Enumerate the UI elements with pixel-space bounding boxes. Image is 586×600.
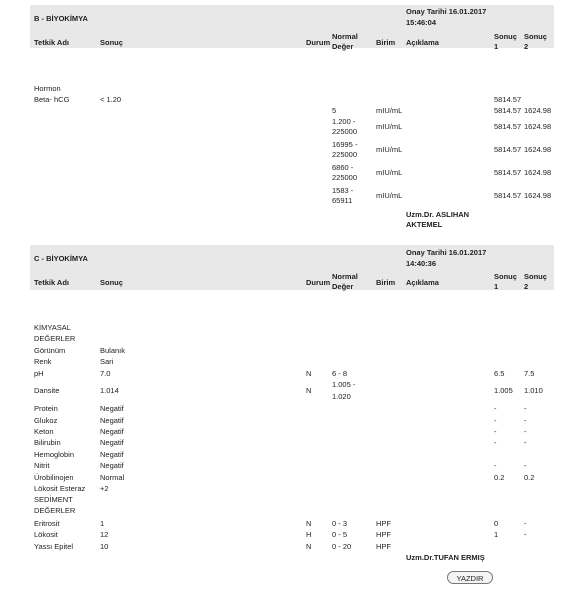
row-name: Dansite (34, 386, 60, 395)
row-value: Negatif (100, 416, 124, 425)
row-name: Görünüm (34, 346, 66, 355)
row-durum: H (306, 530, 312, 539)
col-header-sonuc2-num: 2 (524, 282, 529, 291)
section-b-title: B - BİYOKİMYA (34, 14, 88, 23)
range-sonuc1: 5814.57 (494, 122, 522, 131)
row-sonuc2: - (524, 416, 527, 425)
range-normal: 1.200 - (332, 117, 356, 126)
col-header-sonuc: Sonuç (100, 38, 123, 47)
range-sonuc2: 1624.98 (524, 122, 552, 131)
row-value: Negatif (100, 438, 124, 447)
row-sonuc1: - (494, 461, 497, 470)
col-header-aciklama: Açıklama (406, 38, 439, 47)
group-sediment-degerler: DEĞERLER (34, 506, 76, 515)
range-unit: mIU/mL (376, 145, 403, 154)
range-sonuc1: 5814.57 (494, 191, 522, 200)
row-durum: N (306, 369, 312, 378)
row-value: Negatif (100, 450, 124, 459)
row-value: Bulanık (100, 346, 126, 355)
section-b-approval-date: Onay Tarihi 16.01.2017 (406, 7, 487, 16)
row-value: +2 (100, 484, 109, 493)
row-name: pH (34, 369, 44, 378)
row-unit: HPF (376, 530, 391, 539)
row-sonuc1: - (494, 438, 497, 447)
range-sonuc2: 1624.98 (524, 191, 552, 200)
group-kimyasal: KİMYASAL (34, 323, 71, 332)
col-header-birim: Birim (376, 38, 396, 47)
section-c-title: C - BİYOKİMYA (34, 254, 88, 263)
section-b-doctor-surname: AKTEMEL (406, 220, 443, 229)
row-sonuc1: - (494, 404, 497, 413)
range-unit: mIU/mL (376, 191, 403, 200)
row-name: Hemoglobin (34, 450, 75, 459)
range-normal-upper: 65911 (332, 196, 353, 205)
row-normal-upper: 1.020 (332, 392, 351, 401)
row-unit: HPF (376, 542, 391, 551)
row-name: Lökosit Esteraz (34, 484, 86, 493)
section-c-approval-date: Onay Tarihi 16.01.2017 (406, 248, 487, 257)
row-name: Bilirubin (34, 438, 61, 447)
col-header-normal: Normal (332, 272, 358, 281)
group-sediment: SEDİMENT (34, 495, 73, 504)
range-normal: 1583 - (332, 186, 354, 195)
row-sonuc2: - (524, 438, 527, 447)
row-sonuc2: 7.5 (524, 369, 535, 378)
row-sonuc1: 1 (494, 530, 499, 539)
print-button[interactable]: YAZDIR (447, 571, 493, 584)
row-value: 7.0 (100, 369, 111, 378)
col-header-sonuc1-num: 1 (494, 42, 499, 51)
section-b-doctor: Uzm.Dr. ASLIHAN (406, 210, 470, 219)
row-name: Keton (34, 427, 54, 436)
test-name-beta-hcg: Beta- hCG (34, 95, 70, 104)
range-sonuc2: 1624.98 (524, 168, 552, 177)
row-sonuc2: - (524, 519, 527, 528)
col-header-sonuc2-num: 2 (524, 42, 529, 51)
row-durum: N (306, 542, 312, 551)
row-value: Negatif (100, 461, 124, 470)
row-durum: N (306, 519, 312, 528)
group-hormon: Hormon (34, 84, 61, 93)
row-value: Sari (100, 357, 114, 366)
row-value: 1.014 (100, 386, 119, 395)
row-name: Nitrit (34, 461, 50, 470)
row-sonuc2: 0.2 (524, 473, 535, 482)
row-sonuc1: 1.005 (494, 386, 513, 395)
col-header-tetkik: Tetkik Adı (34, 38, 70, 47)
row-name: Ürobilinojen (34, 473, 74, 482)
row-name: Protein (34, 404, 58, 413)
row-value: 1 (100, 519, 105, 528)
col-header-tetkik: Tetkik Adı (34, 278, 70, 287)
row-sonuc1: 0 (494, 519, 499, 528)
row-name: Renk (34, 357, 52, 366)
col-header-sonuc: Sonuç (100, 278, 123, 287)
row-value: Negatif (100, 404, 124, 413)
row-sonuc1: 6.5 (494, 369, 505, 378)
range-normal: 16995 - (332, 140, 358, 149)
row-value: Normal (100, 473, 125, 482)
group-kimyasal-degerler: DEĞERLER (34, 334, 76, 343)
col-header-durum: Durum (306, 38, 331, 47)
row-sonuc2: - (524, 404, 527, 413)
row-sonuc1: - (494, 416, 497, 425)
col-header-normal: Normal (332, 32, 358, 41)
col-header-sonuc1: Sonuç (494, 32, 517, 41)
range-normal-upper: 225000 (332, 173, 358, 182)
section-c-doctor: Uzm.Dr.TUFAN ERMIŞ (406, 553, 485, 562)
row-sonuc2: - (524, 427, 527, 436)
row-sonuc1: 0.2 (494, 473, 505, 482)
test-value-beta-hcg: < 1.20 (100, 95, 122, 104)
range-sonuc1: 5814.57 (494, 145, 522, 154)
section-c-approval-time: 14:40:36 (406, 259, 437, 268)
col-header-birim: Birim (376, 278, 396, 287)
row-normal: 6 - 8 (332, 369, 348, 378)
col-header-deger: Değer (332, 282, 354, 291)
row-normal: 0 - 3 (332, 519, 348, 528)
range-unit: mIU/mL (376, 106, 403, 115)
row-value: 12 (100, 530, 109, 539)
range-sonuc2: 1624.98 (524, 106, 552, 115)
section-b-approval-time: 15:46:04 (406, 18, 437, 27)
row-sonuc2: - (524, 530, 527, 539)
row-value: 10 (100, 542, 109, 551)
col-header-sonuc2: Sonuç (524, 32, 547, 41)
row-sonuc2: 1.010 (524, 386, 543, 395)
col-header-sonuc2: Sonuç (524, 272, 547, 281)
range-sonuc1: 5814.57 (494, 106, 522, 115)
col-header-durum: Durum (306, 278, 331, 287)
row-normal: 1.005 - (332, 380, 356, 389)
range-normal-upper: 225000 (332, 127, 358, 136)
row-normal: 0 - 20 (332, 542, 352, 551)
range-normal: 5 (332, 106, 337, 115)
row-name: Glukoz (34, 416, 58, 425)
range-normal-upper: 225000 (332, 150, 358, 159)
first-sonuc1: 5814.57 (494, 95, 522, 104)
row-name: Eritrosit (34, 519, 60, 528)
row-value: Negatif (100, 427, 124, 436)
col-header-aciklama: Açıklama (406, 278, 439, 287)
row-durum: N (306, 386, 312, 395)
range-unit: mIU/mL (376, 168, 403, 177)
range-sonuc1: 5814.57 (494, 168, 522, 177)
row-normal: 0 - 5 (332, 530, 348, 539)
range-normal: 6860 - (332, 163, 354, 172)
col-header-deger: Değer (332, 42, 354, 51)
row-sonuc1: - (494, 427, 497, 436)
row-name: Lökosit (34, 530, 58, 539)
col-header-sonuc1-num: 1 (494, 282, 499, 291)
row-unit: HPF (376, 519, 391, 528)
row-sonuc2: - (524, 461, 527, 470)
range-sonuc2: 1624.98 (524, 145, 552, 154)
row-name: Yassı Epitel (34, 542, 74, 551)
range-unit: mIU/mL (376, 122, 403, 131)
col-header-sonuc1: Sonuç (494, 272, 517, 281)
